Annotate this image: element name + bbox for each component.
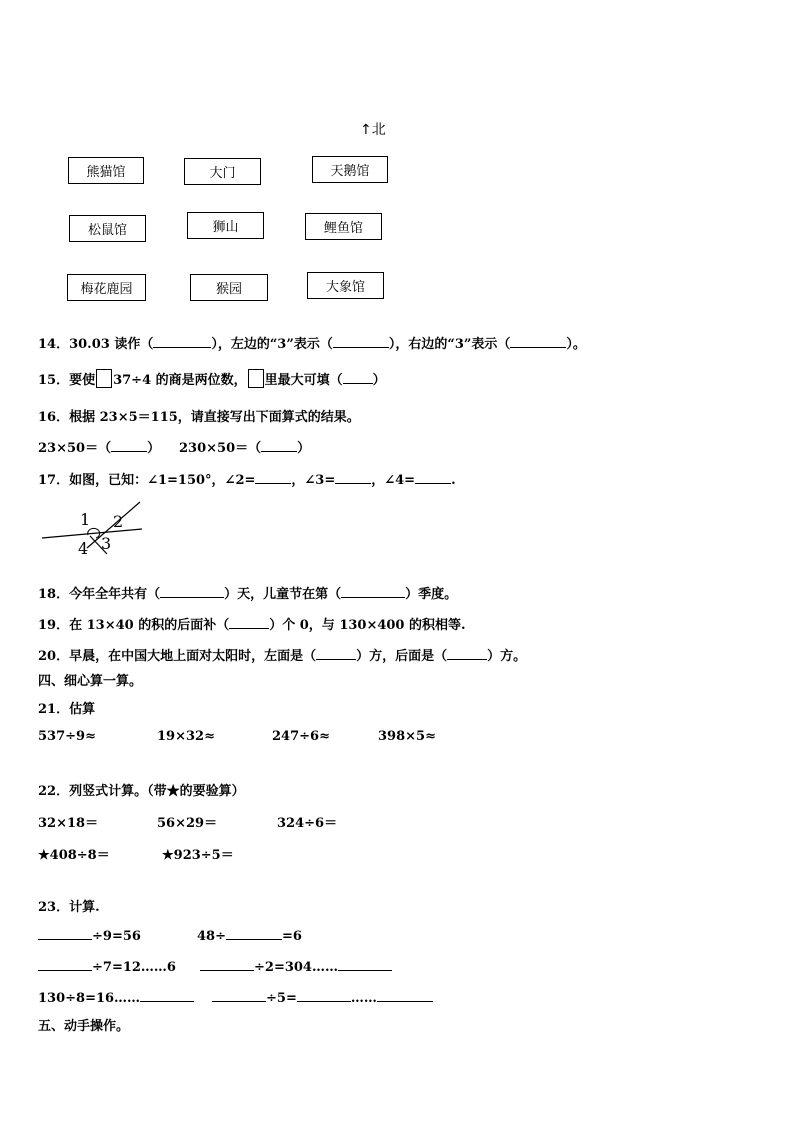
q23-blank-9[interactable] [377, 989, 433, 1002]
q15-blank[interactable] [343, 371, 373, 384]
question-22-title: 22．列竖式计算。（带★的要验算） [38, 784, 245, 799]
q23-blank-3[interactable] [38, 958, 92, 971]
q22-item-4: ★408÷8＝ [38, 848, 110, 863]
map-box-gate: 大门 [184, 158, 261, 185]
question-21-title: 21．估算 [38, 702, 96, 717]
question-18: 18．今年全年共有（ ）天，儿童节在第（ ）季度。 [38, 587, 458, 602]
q14-blank-2[interactable] [333, 335, 389, 348]
q22-item-3: 324÷6＝ [277, 816, 338, 831]
q16-eq-2: 230×50＝（ ） [179, 441, 311, 456]
q23-eq-6: ÷5= …… [212, 989, 433, 1006]
q23-blank-8[interactable] [297, 989, 351, 1002]
angle-figure [40, 496, 150, 556]
q20-blank-2[interactable] [447, 647, 487, 660]
map-box-swan: 天鹅馆 [312, 156, 388, 183]
map-box-lion-hill: 狮山 [187, 212, 264, 239]
map-box-elephant: 大象馆 [307, 272, 384, 299]
q23-eq-2: 48÷ =6 [197, 929, 302, 944]
question-16: 16．根据 23×5＝115，请直接写出下面算式的结果。 [38, 410, 360, 425]
angle-label-1: 1 [80, 510, 91, 529]
q23-blank-6[interactable] [140, 989, 194, 1002]
q22-item-5: ★923÷5＝ [162, 848, 234, 863]
map-box-monkey: 猴园 [190, 274, 268, 301]
q23-blank-7[interactable] [212, 989, 266, 1002]
q14-blank-1[interactable] [153, 335, 211, 348]
question-15: 15．要使 37÷4 的商是两位数， 里最大可填（ ） [38, 369, 386, 388]
map-box-panda: 熊猫馆 [68, 157, 144, 184]
angle-label-2: 2 [113, 512, 124, 531]
section-5-heading: 五、动手操作。 [38, 1019, 130, 1034]
q22-item-1: 32×18＝ [38, 816, 99, 831]
angle-label-4: 4 [78, 539, 89, 556]
question-23-title: 23．计算. [38, 900, 100, 915]
q16-eq-1: 23×50＝（ ） [38, 441, 161, 456]
q17-blank-2[interactable] [335, 471, 371, 484]
q15-box-1[interactable] [96, 369, 112, 388]
question-14: 14．30.03 读作（ ），左边的“3”表示（ ），右边的“3”表示（ ）。 [38, 337, 586, 352]
q16-blank-2[interactable] [261, 439, 297, 452]
q21-item-1: 537÷9≈ [38, 729, 96, 744]
map-box-deer: 梅花鹿园 [67, 274, 146, 301]
q23-blank-5[interactable] [338, 958, 392, 971]
q15-box-2[interactable] [248, 369, 264, 388]
q16-blank-1[interactable] [111, 439, 147, 452]
q23-blank-4[interactable] [200, 958, 254, 971]
question-19: 19．在 13×40 的积的后面补（ ）个 0，与 130×400 的积相等. [38, 618, 466, 633]
q20-blank-1[interactable] [316, 647, 356, 660]
q18-blank-2[interactable] [341, 585, 405, 598]
q23-blank-1[interactable] [38, 927, 92, 940]
q23-eq-4: ÷2=304…… [200, 958, 392, 975]
north-indicator [360, 119, 386, 139]
q22-item-2: 56×29＝ [157, 816, 218, 831]
angle-label-3: 3 [101, 534, 112, 553]
q21-item-2: 19×32≈ [157, 729, 215, 744]
map-box-squirrel: 松鼠馆 [69, 215, 146, 242]
question-20: 20．早晨，在中国大地上面对太阳时，左面是（ ）方，后面是（ ）方。 [38, 649, 527, 664]
q23-blank-2[interactable] [226, 927, 282, 940]
q23-eq-3: ÷7=12……6 [38, 958, 176, 975]
north-label: 北 [371, 122, 386, 138]
q18-blank-1[interactable] [160, 585, 224, 598]
angle-line-horizontal [42, 529, 142, 538]
north-arrow-icon: ↑ [360, 122, 372, 138]
question-17: 17．如图，已知：∠1=150°，∠2= ，∠3= ，∠4= . [38, 473, 456, 488]
q17-blank-3[interactable] [415, 471, 451, 484]
q23-eq-5: 130÷8=16…… [38, 989, 194, 1006]
q21-item-3: 247÷6≈ [272, 729, 330, 744]
section-4-heading: 四、细心算一算。 [38, 674, 143, 689]
q19-blank[interactable] [229, 616, 269, 629]
q17-blank-1[interactable] [255, 471, 291, 484]
q21-item-4: 398×5≈ [378, 729, 436, 744]
map-box-carp: 鲤鱼馆 [305, 213, 382, 240]
q23-eq-1: ÷9=56 [38, 927, 141, 944]
q14-blank-3[interactable] [510, 335, 566, 348]
